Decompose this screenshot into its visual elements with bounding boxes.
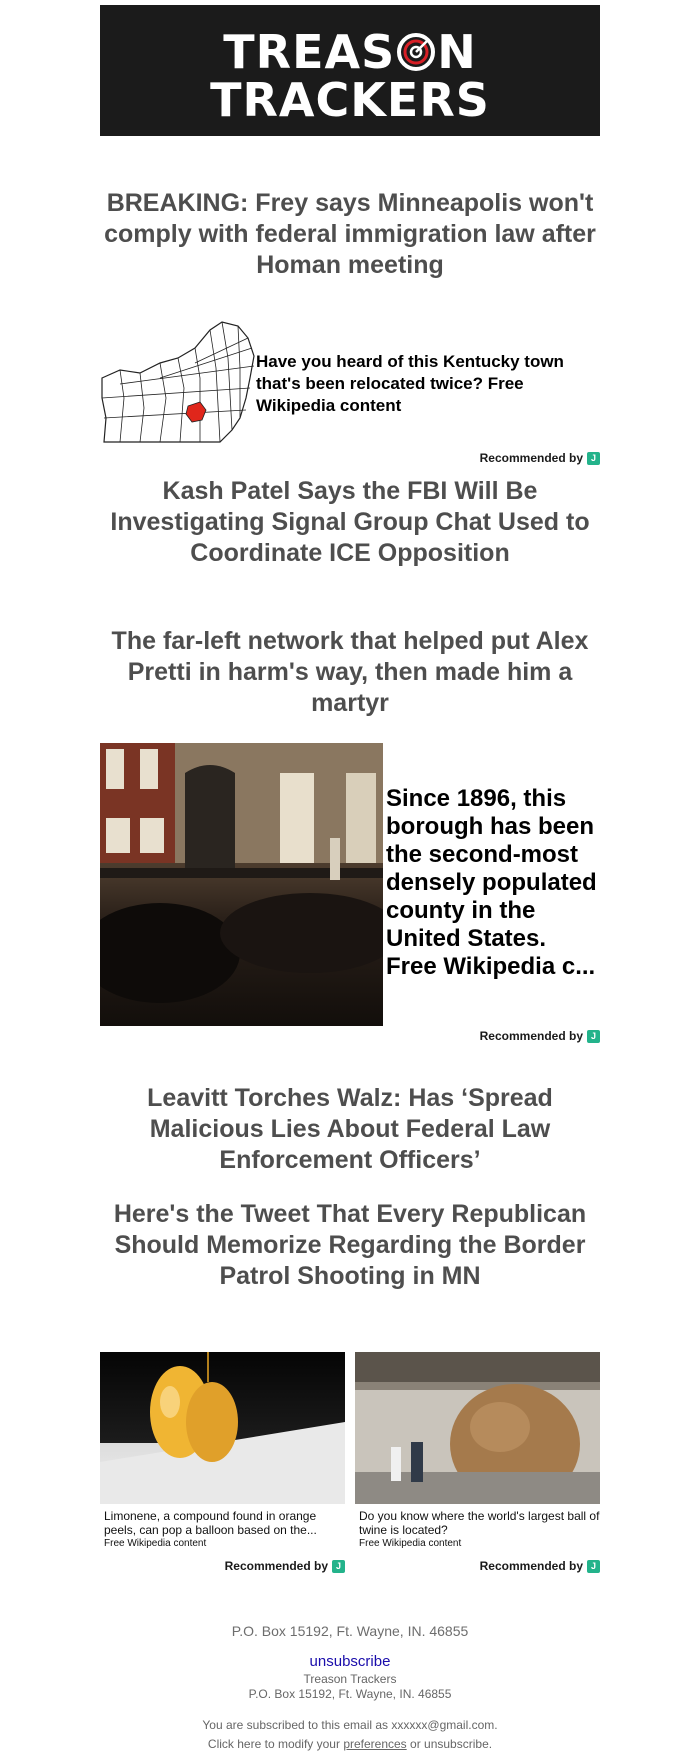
ad-kentucky-text[interactable]: Have you heard of this Kentucky town that's been relocated twice? Free Wikipedia content <box>256 352 564 415</box>
ad-borough[interactable] <box>100 743 600 1026</box>
ad-twine-caption: Do you know where the world's largest ball of twine is located? <box>359 1509 600 1537</box>
recommended-by-badge[interactable]: Recommended by J <box>480 1559 600 1573</box>
headline-link[interactable]: The far-left network that helped put Alex Pretti in harm's way, then made him a martyr <box>111 627 589 717</box>
jeeng-icon: J <box>587 1030 600 1043</box>
modify-prefix: Click here to modify your <box>207 1737 340 1751</box>
ad-balloon-source: Free Wikipedia content <box>104 1538 207 1549</box>
footer-org: Treason Trackers <box>303 1672 397 1686</box>
headline-link[interactable]: Leavitt Torches Walz: Has ‘Spread Malicious Lies About Federal Law Enforcement Officers’ <box>147 1084 553 1174</box>
ad-borough-text[interactable]: Since 1896, this borough has been the second-most densely populated county in the United States. Free Wikipedia c... <box>386 785 597 980</box>
ad-balloon[interactable] <box>100 1352 345 1567</box>
headline-link[interactable]: Kash Patel Says the FBI Will Be Investigating Signal Group Chat Used to Coordinate ICE Opposition <box>110 477 590 567</box>
subscribed-email: xxxxxx@gmail.com. <box>391 1718 498 1732</box>
preferences-link[interactable]: preferences <box>343 1737 407 1751</box>
brand-logo-line2: TRACKERS <box>210 73 490 127</box>
twine-ball-photo <box>355 1352 600 1504</box>
ad-twine-source: Free Wikipedia content <box>359 1538 462 1549</box>
ad-twine[interactable] <box>355 1352 600 1567</box>
footer-unsubscribe[interactable] <box>0 1653 700 1670</box>
ad-balloon-text[interactable] <box>104 1509 349 1551</box>
headline-link[interactable]: Here's the Tweet That Every Republican Should Memorize Regarding the Border Patrol Shooting in MN <box>113 1200 587 1290</box>
ad-kentucky[interactable] <box>100 318 600 446</box>
jeeng-icon: J <box>587 452 600 465</box>
brand-logo-line1: TREAS N <box>223 25 477 79</box>
kentucky-map-image <box>100 318 256 446</box>
ad-twine-text[interactable] <box>359 1509 604 1551</box>
footer-address: P.O. Box 15192, Ft. Wayne, IN. 46855 <box>231 1623 469 1639</box>
headline-link[interactable]: BREAKING: Frey says Minneapolis won't comply with federal immigration law after Homan meeting <box>104 189 596 279</box>
brand-header[interactable] <box>100 5 600 136</box>
modify-suffix[interactable]: or unsubscribe. <box>410 1737 493 1751</box>
target-icon <box>397 32 435 70</box>
borough-street-photo <box>100 743 383 1026</box>
jeeng-icon: J <box>332 1560 345 1573</box>
balloon-photo <box>100 1352 345 1504</box>
jeeng-icon: J <box>587 1560 600 1573</box>
recommended-by-badge[interactable]: Recommended by J <box>225 1559 345 1573</box>
recommended-by-badge[interactable]: Recommended by J <box>480 1029 600 1043</box>
recommended-by-badge[interactable]: Recommended by J <box>480 451 600 465</box>
ad-balloon-caption: Limonene, a compound found in orange peels, can pop a balloon based on the... <box>104 1509 317 1537</box>
unsubscribe-link[interactable]: unsubscribe <box>309 1653 391 1670</box>
footer-address-2: P.O. Box 15192, Ft. Wayne, IN. 46855 <box>248 1687 452 1701</box>
footer-subscribed <box>0 1718 700 1732</box>
footer-modify <box>0 1737 700 1751</box>
subscribed-prefix: You are subscribed to this email as <box>202 1718 389 1732</box>
